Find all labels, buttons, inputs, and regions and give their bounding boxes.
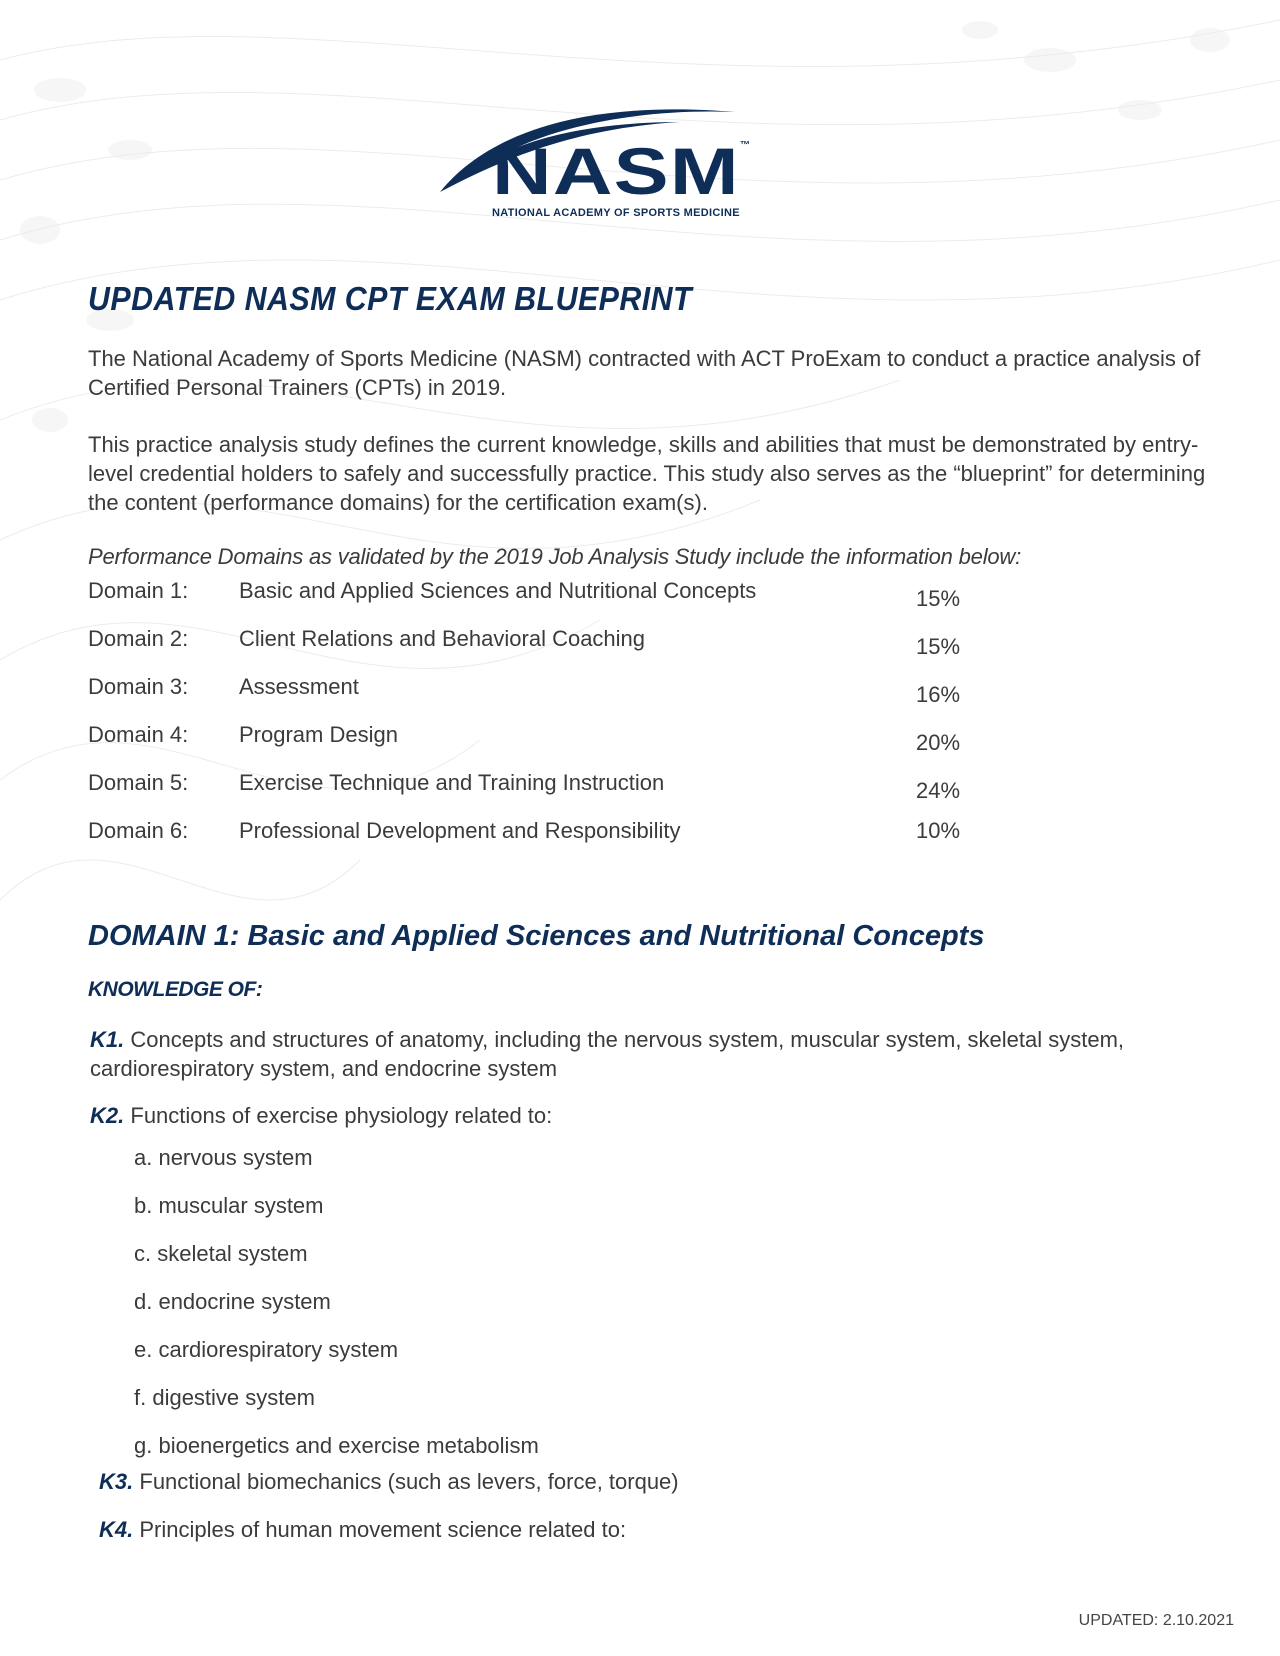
list-item: c. skeletal system bbox=[134, 1241, 308, 1266]
domain-percent: 20% bbox=[916, 730, 961, 755]
knowledge-item-k4 bbox=[99, 1515, 1199, 1544]
logo-trademark: ™ bbox=[740, 140, 750, 151]
knowledge-item-k3 bbox=[99, 1467, 1199, 1496]
domain-label: Domain 2: bbox=[88, 626, 189, 651]
domain-percent: 10% bbox=[916, 818, 961, 843]
domain-title: Assessment bbox=[239, 674, 359, 699]
list-item: a. nervous system bbox=[134, 1145, 313, 1170]
page-title: UPDATED NASM CPT EXAM BLUEPRINT bbox=[88, 280, 693, 317]
domain-row bbox=[88, 770, 988, 803]
updated-date: UPDATED: 2.10.2021 bbox=[1078, 1612, 1234, 1629]
performance-domains-intro: Performance Domains as validated by the 2019 Job Analysis Study include the information below: bbox=[88, 544, 1022, 569]
domain-percent: 16% bbox=[916, 682, 961, 707]
knowledge-item-k1 bbox=[90, 1025, 1190, 1083]
domain-title: Basic and Applied Sciences and Nutritional Concepts bbox=[239, 578, 757, 603]
list-item: e. cardiorespiratory system bbox=[134, 1337, 399, 1362]
k4-text: Principles of human movement science related to: bbox=[139, 1517, 627, 1542]
k3-text: Functional biomechanics (such as levers, force, torque) bbox=[139, 1469, 679, 1494]
domain-row bbox=[88, 722, 988, 755]
list-item: d. endocrine system bbox=[134, 1289, 331, 1314]
k3-label: K3. bbox=[99, 1469, 134, 1494]
k1-text: Concepts and structures of anatomy, including the nervous system, muscular system, skeletal system, cardiorespiratory system, and endocrine system bbox=[90, 1027, 1125, 1081]
domain-row bbox=[88, 818, 988, 848]
logo-tagline: NATIONAL ACADEMY OF SPORTS MEDICINE bbox=[492, 207, 740, 219]
list-item: g. bioenergetics and exercise metabolism bbox=[134, 1433, 539, 1458]
nasm-logo bbox=[440, 100, 800, 235]
domain1-heading: DOMAIN 1: Basic and Applied Sciences and Nutritional Concepts bbox=[88, 920, 985, 952]
k2-label: K2. bbox=[90, 1103, 125, 1128]
list-item: f. digestive system bbox=[134, 1385, 315, 1410]
domain-percent: 15% bbox=[916, 586, 961, 611]
domain-title: Client Relations and Behavioral Coaching bbox=[239, 626, 646, 651]
list-item: b. muscular system bbox=[134, 1193, 324, 1218]
domain-percent: 15% bbox=[916, 634, 961, 659]
domain-label: Domain 1: bbox=[88, 578, 189, 603]
domain-percent: 24% bbox=[916, 778, 961, 803]
k4-label: K4. bbox=[99, 1517, 134, 1542]
knowledge-item-k2 bbox=[90, 1101, 1190, 1130]
domain-row bbox=[88, 674, 988, 707]
k1-label: K1. bbox=[90, 1027, 125, 1052]
logo-wordmark: NASM bbox=[492, 134, 740, 208]
knowledge-heading: KNOWLEDGE OF: bbox=[88, 978, 263, 1001]
domain-row bbox=[88, 578, 988, 611]
domain-title: Exercise Technique and Training Instruction bbox=[239, 770, 665, 795]
domain-title: Professional Development and Responsibility bbox=[239, 818, 681, 843]
domain-row bbox=[88, 626, 988, 659]
domain-label: Domain 5: bbox=[88, 770, 189, 795]
intro-paragraph-2: This practice analysis study defines the current knowledge, skills and abilities that must be demonstrated by entry-level credential holders to safely and successfully practice. This study also serves as the “blueprint” for determining the content (performance domains) for the certification exam(s). bbox=[88, 432, 1206, 515]
intro-paragraph-1: The National Academy of Sports Medicine (NASM) contracted with ACT ProExam to conduct a practice analysis of Certified Personal Trainers (CPTs) in 2019. bbox=[88, 346, 1201, 400]
domain-label: Domain 4: bbox=[88, 722, 189, 747]
domain-title: Program Design bbox=[239, 722, 398, 747]
k2-text: Functions of exercise physiology related to: bbox=[130, 1103, 553, 1128]
domain-label: Domain 6: bbox=[88, 818, 189, 843]
domain-label: Domain 3: bbox=[88, 674, 189, 699]
